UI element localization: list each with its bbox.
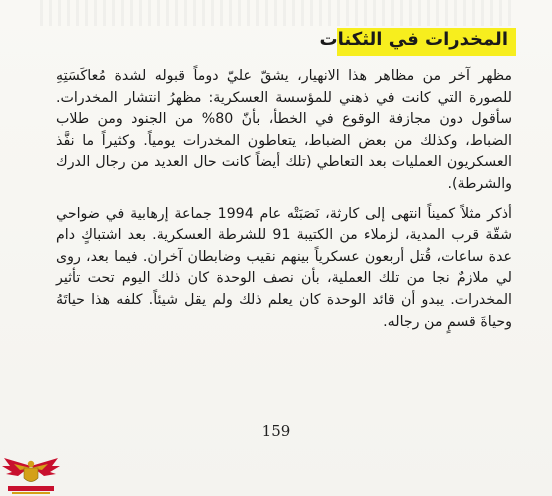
paragraph: مظهر آخر من مظاهر هذا الانهيار، يشقّ عليّ دوماً قبوله لشدة مُعاكَسَتِهِ للصورة التي كانت في ذهني للمؤسسة العسكرية: مظهرُ انتشار المخدرات. سأقول دون مجازفة الوقوع في الخطأ، بأنّ 80% من الجنود ومن طلاب الضباط، وكذلك من بعض الضباط، يتعاطون المخدرات يومياً. وكثيراً ما نفَّذ العسكريون العمليات بعد التعاطي (تلك أيضاً كانت حال العديد من رجال الدرك والشرطة). (56, 68, 512, 192)
section-heading-highlight (319, 28, 516, 56)
bleed-through-text (40, 0, 512, 26)
section-heading: المخدرات في الثكنات (319, 29, 508, 50)
eagle-emblem-icon (0, 452, 62, 496)
page-number: 159 (261, 422, 291, 440)
body-text (56, 66, 512, 337)
paragraph: أذكر مثلاً كميناً انتهى إلى كارثة، نَصَبَتْه عام 1994 جماعة إرهابية في ضواحي شقّة قرب المدية، لزملاء من الكتيبة 91 للشرطة العسكرية. بعد اشتباكٍ دام عدة ساعات، قُتل أربعون عسكرياً بينهم نقيب وضابطان آخران. فيما بعد، روى لي ملازمٌ نجا من تلك العملية، بأن نصف الوحدة كان ذلك اليوم تحت تأثير المخدرات. يبدو أن قائد الوحدة كان يعلم ذلك ولم يقل شيئاً. كلفه هذا حياتَهُ وحياةَ قسمٍ من رجاله. (56, 205, 512, 330)
